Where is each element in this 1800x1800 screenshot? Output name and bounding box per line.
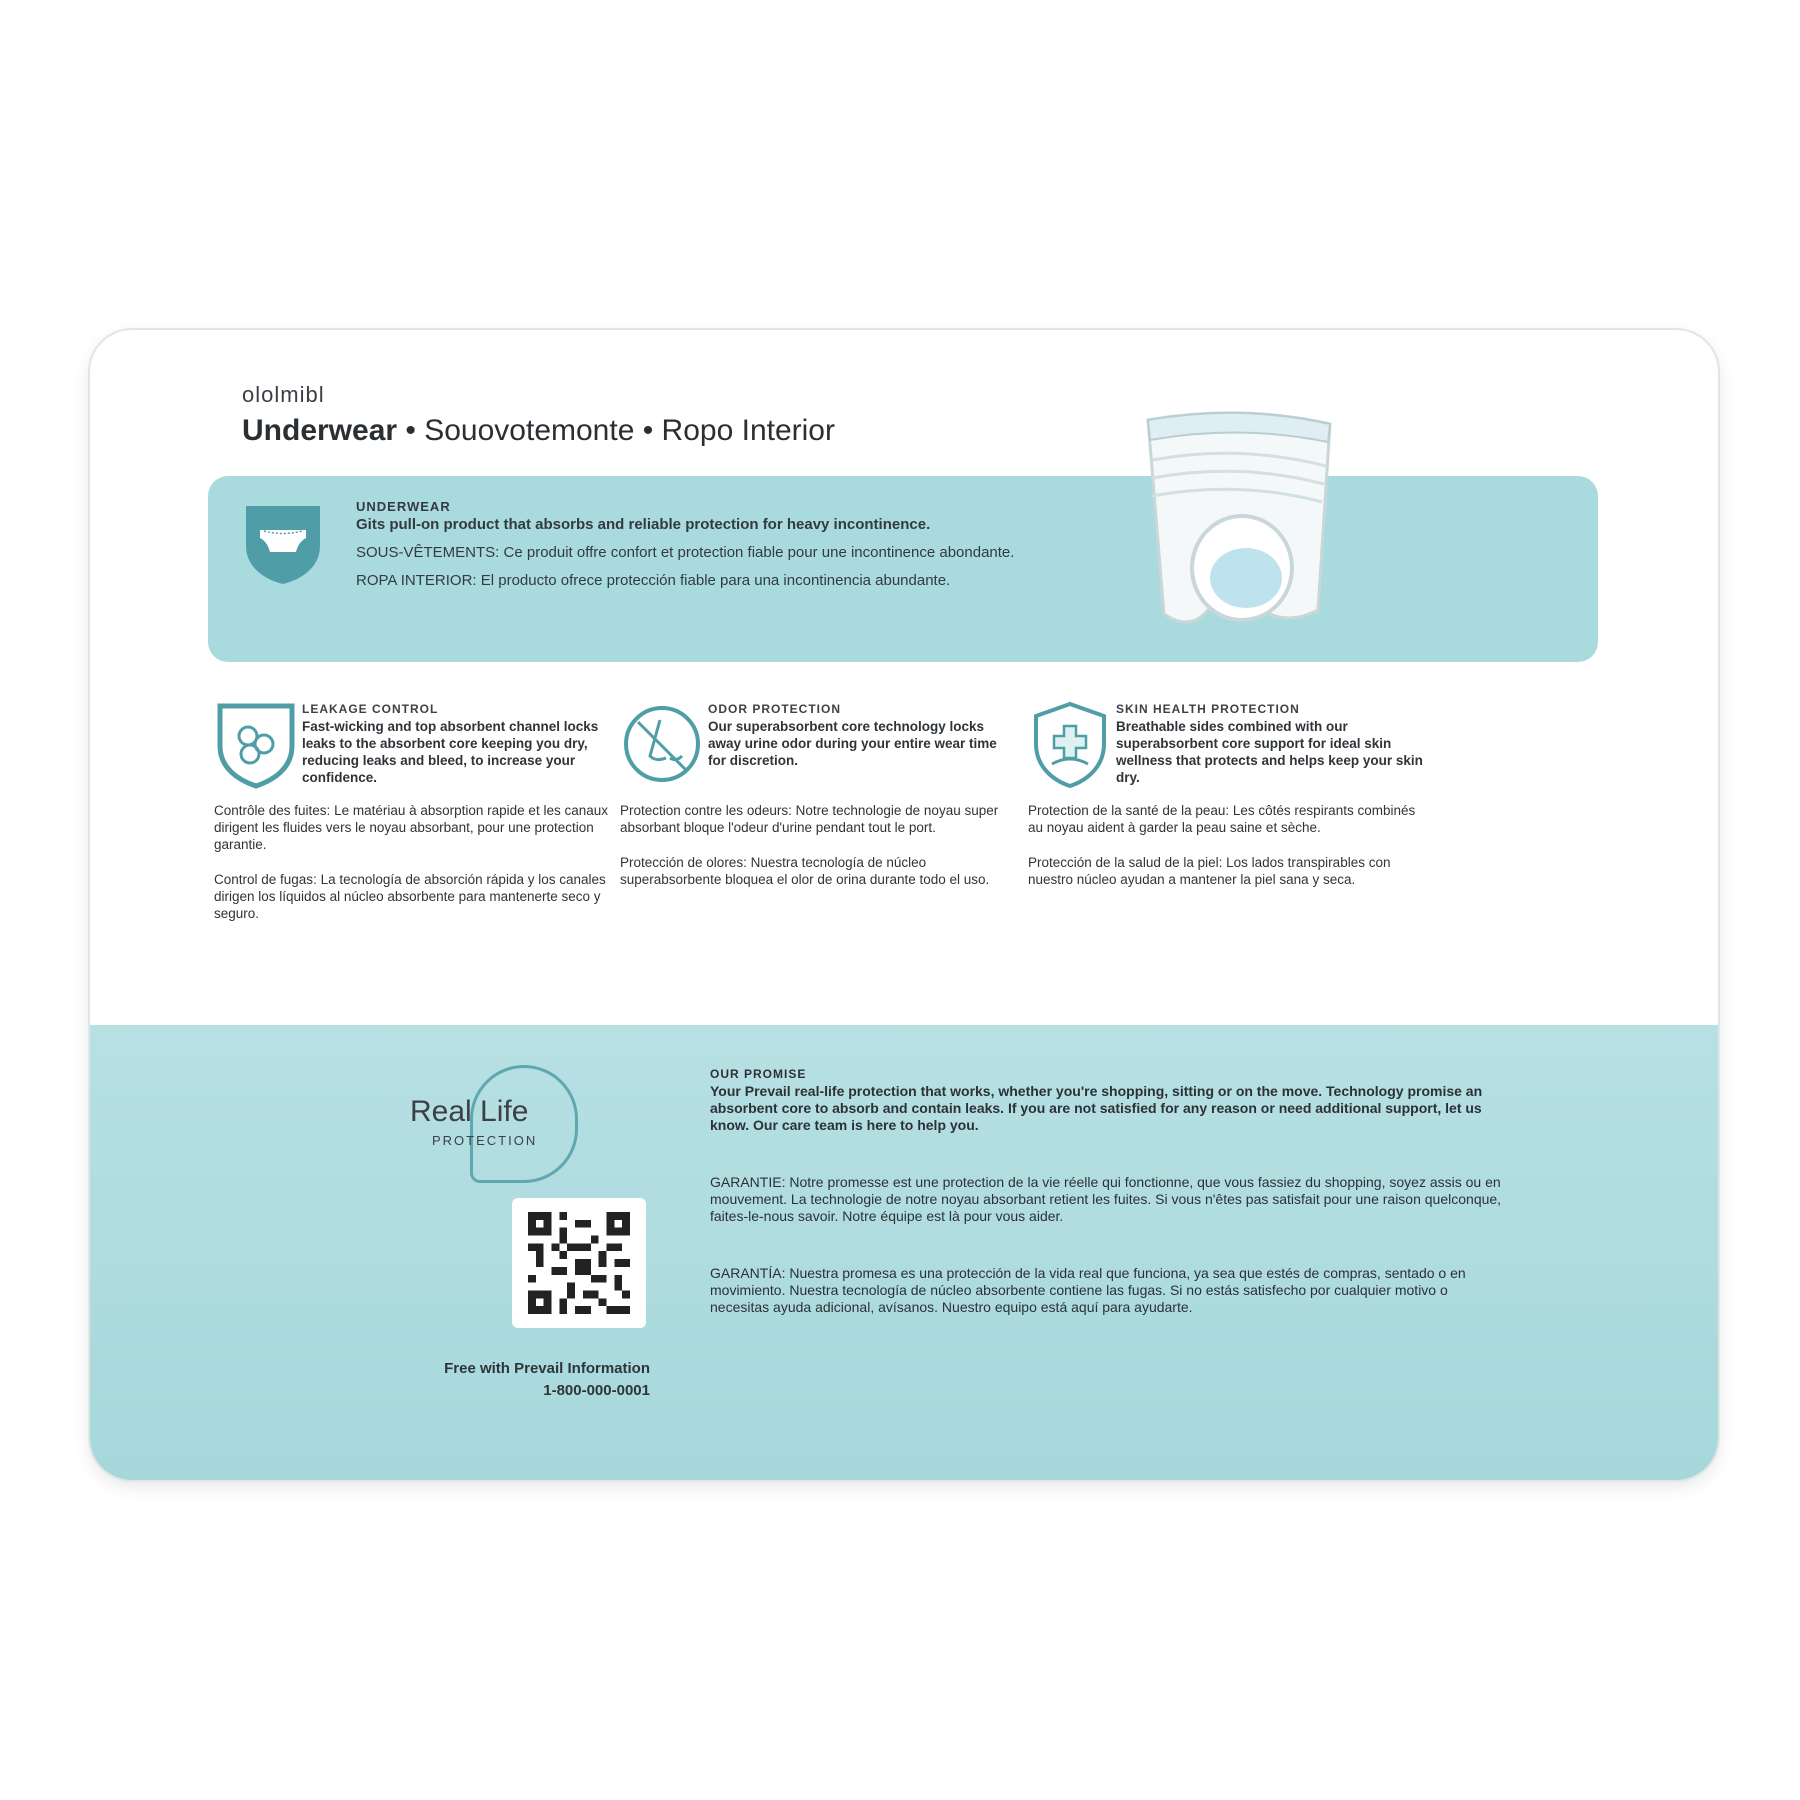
absorbent-core-icon: [214, 700, 298, 790]
brand-name: ololmibl: [242, 382, 325, 407]
qr-code[interactable]: [512, 1198, 646, 1328]
feature-desc-fr: Protection contre les odeurs: Notre technologie de noyau super absorbant bloque l'odeur d'urine pendant tout le port.: [620, 803, 999, 835]
contact-info: [360, 1358, 650, 1402]
underwear-shield-icon: [242, 500, 324, 586]
title-main: Underwear: [242, 414, 398, 447]
product-title: [242, 414, 835, 448]
feature-desc-es: Protección de olores: Nuestra tecnología de núcleo superabsorbente bloquea el olor de orina durante todo el uso.: [620, 855, 990, 887]
top-panel-line-en: Gits pull-on product that absorbs and reliable protection for heavy incontinence.: [356, 516, 931, 533]
feature-desc-es: Control de fugas: La tecnología de absorción rápida y los canales dirigen los líquidos al núcleo absorbente para mantenerte seco y seguro.: [214, 872, 606, 921]
contact-line: Free with Prevail Information: [444, 1360, 650, 1377]
skin-protection-icon: [1028, 700, 1112, 790]
feature-desc-es: Protección de la salud de la piel: Los lados transpirables con nuestro núcleo ayudan a mantener la piel sana y seca.: [1028, 855, 1391, 887]
odor-control-icon: [620, 700, 704, 790]
top-info-panel: [208, 476, 1598, 662]
contact-phone: 1-800-000-0001: [543, 1382, 650, 1399]
real-life-subtitle: PROTECTION: [432, 1133, 538, 1148]
feature-desc-fr: Contrôle des fuites: Le matériau à absorption rapide et les canaux dirigent les fluides vers le noyau absorbant, pour une protection garantie.: [214, 803, 608, 852]
feature-title: ODOR PROTECTION: [708, 702, 842, 716]
real-life-logo: [410, 1065, 580, 1185]
feature-desc-en: Breathable sides combined with our superabsorbent core support for ideal skin wellness that protects and helps keep your skin dry.: [1116, 719, 1423, 785]
feature-desc-fr: Protection de la santé de la peau: Les côtés respirants combinés au noyau aident à garder la peau saine et sèche.: [1028, 803, 1416, 835]
title-rest: • Souovotemonte • Ropo Interior: [397, 414, 835, 447]
feature-desc-en: Fast-wicking and top absorbent channel locks leaks to the absorbent core keeping you dry, reducing leaks and bleed, to increase your confidence.: [302, 719, 599, 785]
top-panel-text: [356, 498, 1096, 600]
top-panel-line-es: ROPA INTERIOR: El producto ofrece protección fiable para una incontinencia abundante.: [356, 572, 951, 589]
qr-code-icon: [527, 1212, 631, 1314]
promise-fr: GARANTIE: Notre promesse est une protection de la vie réelle qui fonctionne, que vous fassiez du shopping, soyez assis ou en mouvement. La technologie de notre noyau absorbant retient les fuites. Si vous n'êtes pas satisfait pour une raison quelconque, faites-le-nous savoir. Notre équipe est là pour vous aider.: [710, 1174, 1502, 1224]
package-back: [90, 330, 1718, 1480]
feature-title: SKIN HEALTH PROTECTION: [1116, 702, 1300, 716]
promise-es: GARANTÍA: Nuestra promesa es una protección de la vida real que funciona, ya sea que estés de compras, sentado o en movimiento. Nuestra tecnología de núcleo absorbente contiene las fugas. Si no estás satisfecho por cualquier motivo o necesitas ayuda adicional, avísanos. Nuestro equipo está aquí para ayudarte.: [710, 1265, 1466, 1315]
feature-title: LEAKAGE CONTROL: [302, 702, 439, 716]
top-panel-line-fr: SOUS-VÊTEMENTS: Ce produit offre confort et protection fiable pour une incontinence abondante.: [356, 544, 1015, 561]
real-life-title: Real Life: [410, 1095, 529, 1128]
top-panel-heading: UNDERWEAR: [356, 499, 451, 514]
underwear-product-image: [1130, 400, 1350, 650]
promise-text: [710, 1065, 1510, 1356]
promise-heading: OUR PROMISE: [710, 1067, 807, 1081]
promise-en: Your Prevail real-life protection that works, whether you're shopping, sitting or on the move. Technology promise an absorbent core to absorb and contain leaks. If you are not satisfied for any reason or need additional support, let us know. Our care team is here to help you.: [710, 1083, 1483, 1133]
feature-desc-en: Our superabsorbent core technology locks away urine odor during your entire wear time for discretion.: [708, 719, 997, 768]
